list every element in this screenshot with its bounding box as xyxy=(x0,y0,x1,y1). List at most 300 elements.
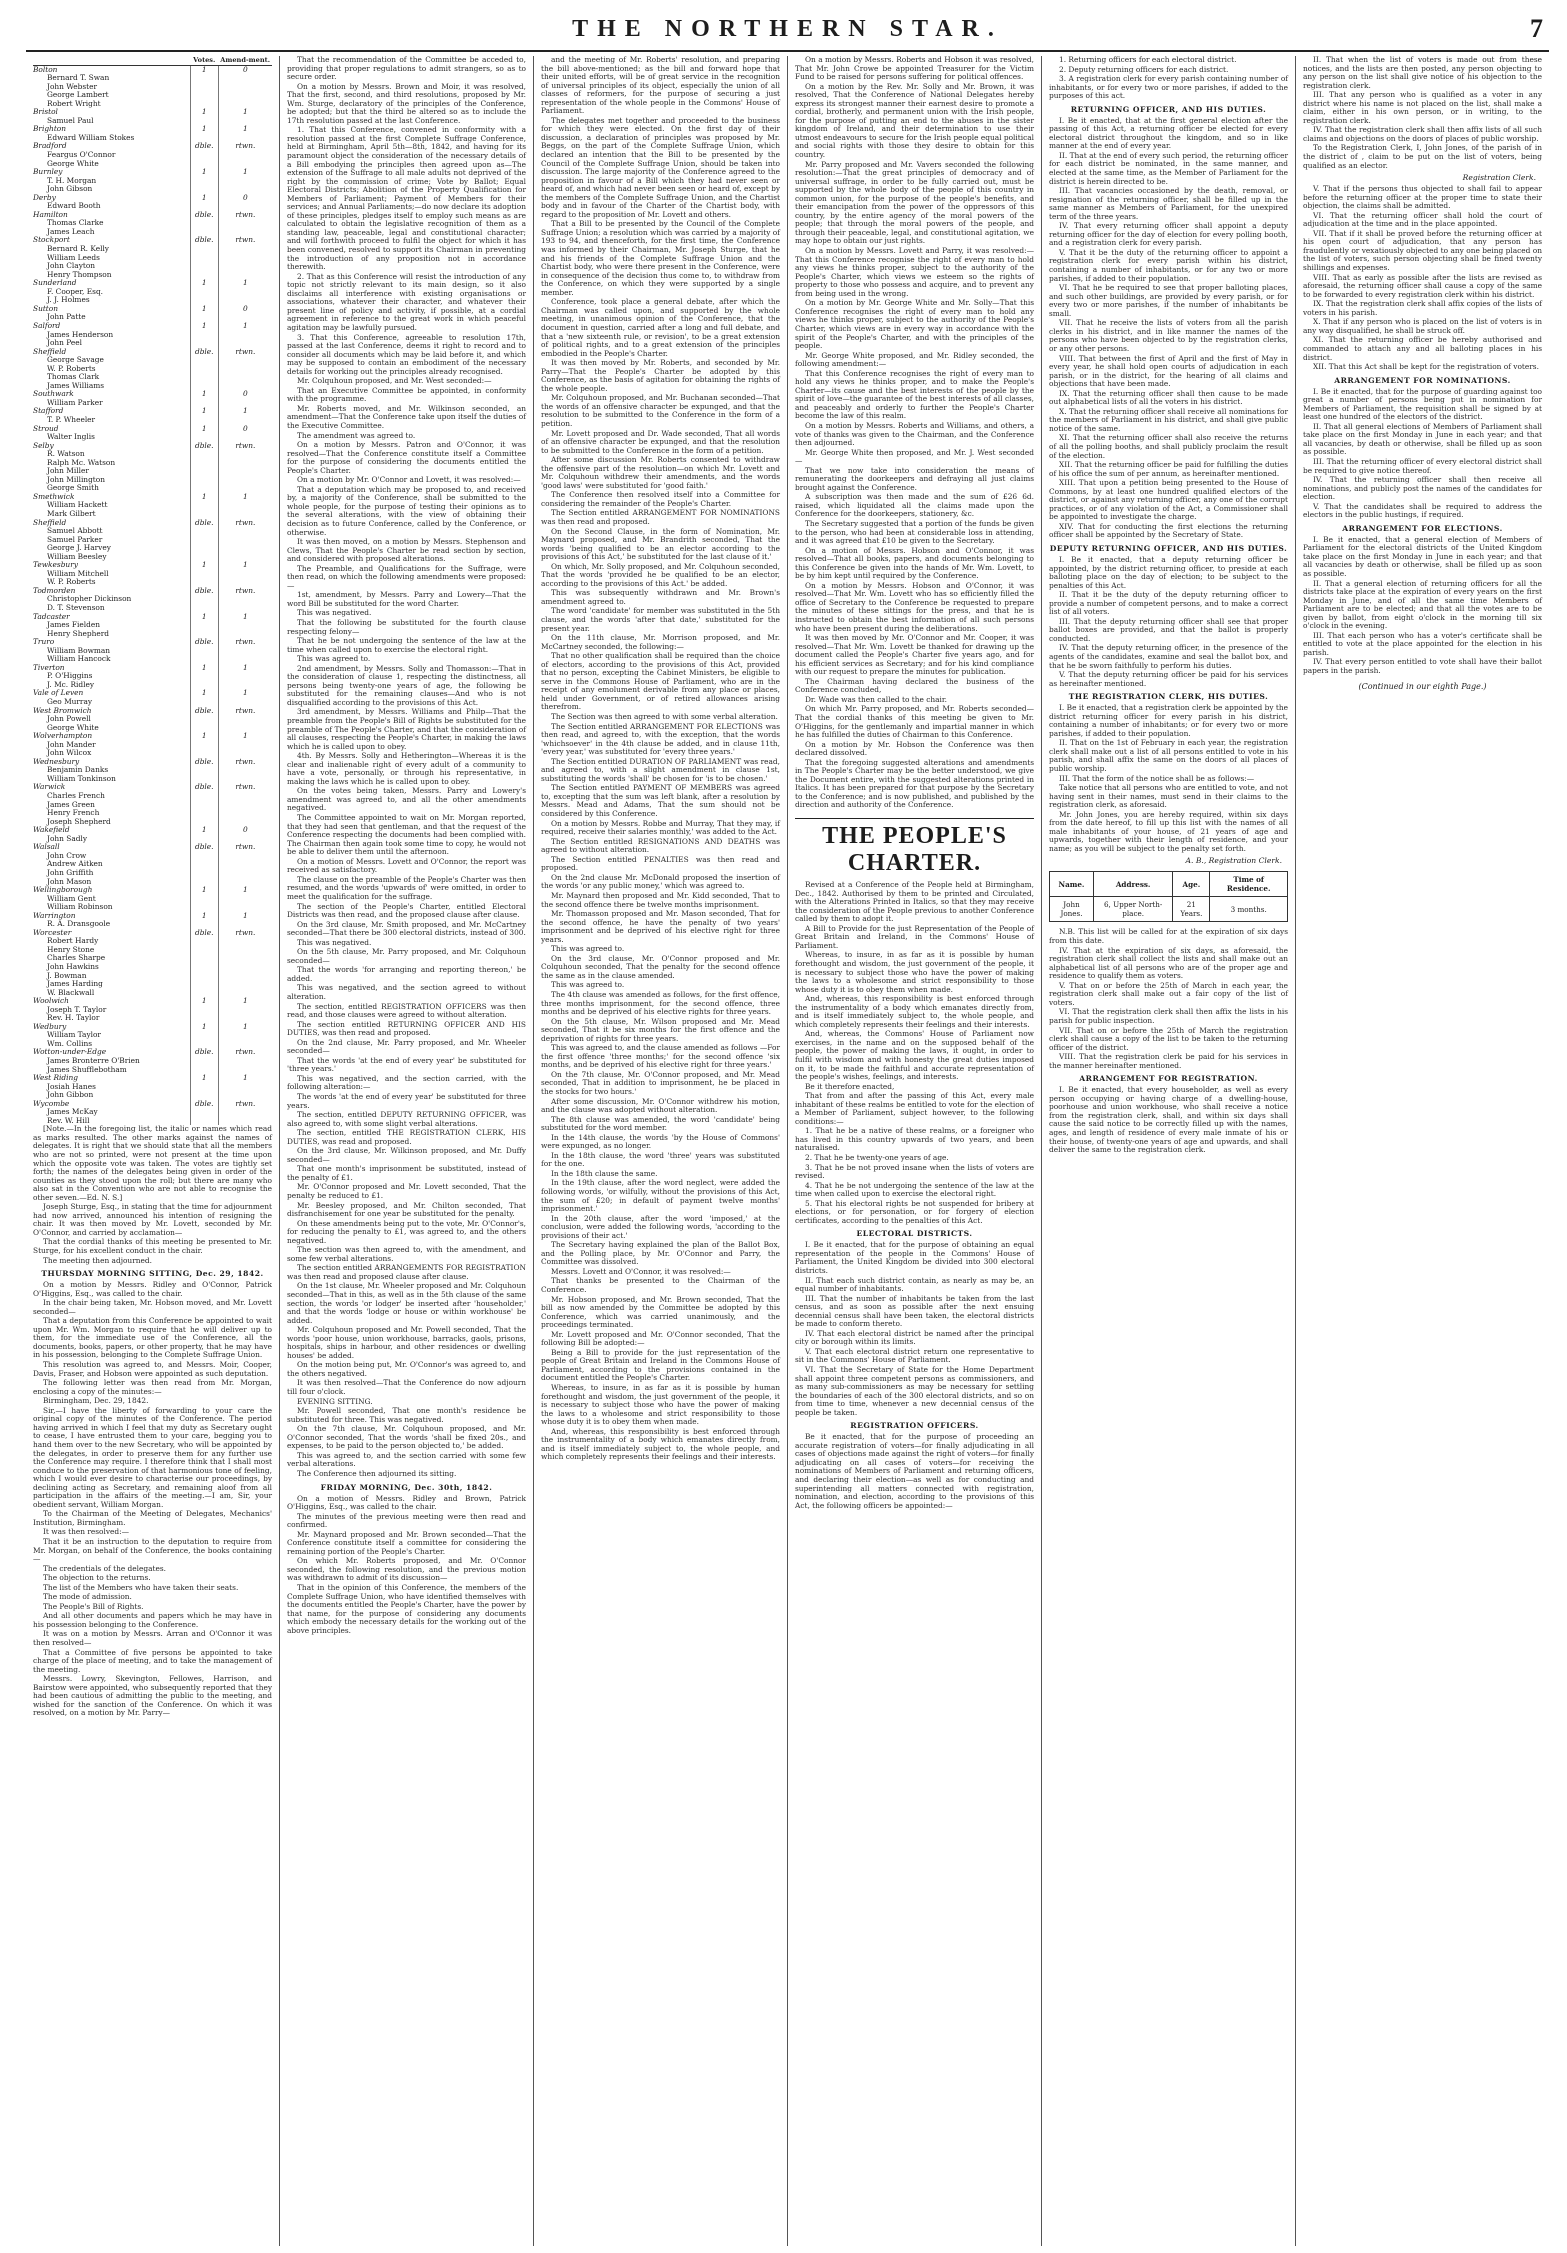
table-row xyxy=(33,843,272,852)
amendment-cell xyxy=(218,228,272,237)
amendment-cell xyxy=(218,766,272,775)
paragraph: The Section entitled PAYMENT OF MEMBERS was agreed to, excepting that the sum was left blank, after a resolution by Messrs. Mead and Adams, That the sum should not be considered by this Conference. xyxy=(541,783,783,819)
votes-cell xyxy=(190,399,218,408)
amendment-cell xyxy=(218,570,272,579)
paragraph: To the Chairman of the Meeting of Delegates, Mechanics' Institution, Birmingham. xyxy=(33,1509,275,1527)
delegate-name: John Mander xyxy=(47,740,96,749)
registration-arrangement-heading: ARRANGEMENT FOR REGISTRATION. xyxy=(1079,1074,1258,1084)
votes-cell xyxy=(190,818,218,827)
paragraph: This was agreed to, and the section carried with some few verbal alterations. xyxy=(287,1450,529,1469)
delegate-name: John Griffith xyxy=(47,868,94,877)
paragraph: This was agreed to. xyxy=(297,654,371,664)
delegate-row xyxy=(33,83,272,92)
returning-officer-heading: RETURNING OFFICER, AND HIS DUTIES. xyxy=(1070,104,1267,114)
votes-cell: dble. xyxy=(190,236,218,245)
town-name: Tewkesbury xyxy=(33,561,78,570)
amendment-cell xyxy=(218,980,272,989)
table-header-cell xyxy=(33,56,190,65)
delegate-row xyxy=(33,972,272,981)
paragraph: The section, entitled DEPUTY RETURNING OFFICER, was also agreed to, with some slight verbal alterations. xyxy=(287,1110,529,1128)
town-name: Sheffield xyxy=(33,347,67,356)
paragraph: That in the opinion of this Conference, the members of the Complete Suffrage Union, who have identified themselves with the documents entitled the People's Charter, have the power by that name, for the purpose of considering any documents which embody the necessary details for the working out of the above principles. xyxy=(287,1582,529,1635)
paragraph: 1. That this Conference, convened in conformity with a resolution passed at the first Complete Suffrage Conference, held at Birmingham, April 5th—8th, 1842, and having for its paramount object the consideration of the necessary details of a Bill embodying the principles then agreed upon as—The extension of the Suffrage to all male adults not deprived of the right by the commission of crime; Vote by Ballot; Equal Electoral Districts; Abolition of the Property Qualification for Members of Parliament; Payment of Members for their services; and Annual Parliaments;—do now declare its adoption of these principles, pledges itself to employ such means as are calculated to obtain the legislative recognition of them as a standing law, peaceable, legal and constitutional character; and will forthwith proceed to fulfil the object for which it has been convened, resolved to support its Chairman in preventing the introduction of any proposition not in accordance therewith. xyxy=(287,125,529,272)
paragraph: IX. That the registration clerk shall affix copies of the lists of voters in his parish. xyxy=(1303,299,1545,317)
delegate-row xyxy=(33,399,272,408)
votes-cell: dble. xyxy=(190,783,218,792)
paragraph: X. That if any person who is placed on the list of voters is in any way disqualified, he shall be struck off. xyxy=(1303,317,1545,335)
delegate-row xyxy=(33,117,272,126)
table-row xyxy=(33,826,272,835)
paragraph: On the 5th clause, Mr. Wilson proposed and Mr. Mead seconded, That it be six months for the first offence and the deprivation of rights for three years. xyxy=(541,1016,783,1043)
paragraph: The section of the People's Charter, entitled Electoral Districts was then read, and the proposed clause after clause. xyxy=(287,901,529,920)
paragraph: Take notice that all persons who are entitled to vote, and not having sent in their names, must send in their claims to the registration clerk, as aforesaid. xyxy=(1049,783,1291,810)
paragraph: On these amendments being put to the vote, Mr. O'Connor's, for reducing the penalty to £1, was agreed to, and the others negatived. xyxy=(287,1218,529,1245)
peoples-charter-heading: THE PEOPLE'S CHARTER. xyxy=(795,818,1034,877)
votes-cell xyxy=(190,1031,218,1040)
votes-cell: 1 xyxy=(190,826,218,835)
votes-cell xyxy=(190,510,218,519)
paragraph: In the 20th clause, after the word 'imposed,' at the conclusion, were added the following words, 'according to the provisions of their act.' xyxy=(541,1213,783,1240)
votes-cell xyxy=(190,578,218,587)
votes-cell xyxy=(190,715,218,724)
registration-clerk-text-continued xyxy=(1049,927,1291,1070)
table-row xyxy=(33,638,272,647)
paragraph: The list of the Members who have taken their seats. xyxy=(43,1582,239,1592)
delegate-name: Bernard T. Swan xyxy=(47,74,110,83)
paragraph: 2nd amendment, by Messrs. Solly and Thomasson:—That in the consideration of clause 1, respecting the distinctness, all persons being twenty-one years of age, the following be substituted for the remaining clauses—And who is not disqualified according to the provisions of this Act. xyxy=(287,663,529,707)
deputy-returning-officer-text xyxy=(1049,554,1291,688)
conference-proceedings-text xyxy=(287,56,529,1479)
delegate-name: T. P. Wheeler xyxy=(47,415,96,424)
paragraph: III. That any person who is qualified as a voter in any district where his name is not placed on the list, shall make a claim, either in his own person, or in writing, to the registration clerk. xyxy=(1303,90,1545,125)
town-name: Vale of Leven xyxy=(33,689,84,698)
amendment-cell xyxy=(218,1083,272,1092)
paragraph: And all other documents and papers which he may have in his possession belonging to the Conference. xyxy=(33,1611,275,1629)
votes-cell xyxy=(190,484,218,493)
registration-clerk-signature: A. B., Registration Clerk. xyxy=(1185,856,1282,866)
paragraph: V. That the deputy returning officer be paid for his services as hereinafter mentioned. xyxy=(1049,670,1291,688)
amendment-cell xyxy=(218,989,272,998)
votes-cell: dble. xyxy=(190,758,218,767)
votes-cell xyxy=(190,766,218,775)
amendment-cell xyxy=(218,331,272,340)
votes-cell xyxy=(190,296,218,305)
table-row xyxy=(33,425,272,434)
votes-cell xyxy=(190,869,218,878)
amendment-cell: 1 xyxy=(218,1023,272,1032)
paragraph: To the Registration Clerk, I, John Jones, of the parish of in the district of , claim to be put on the list of voters, being qualified as an elector. xyxy=(1303,143,1545,170)
paragraph: The 8th clause was amended, the word 'candidate' being substituted for the word member. xyxy=(541,1114,783,1133)
column-5 xyxy=(1042,56,1296,2246)
delegate-row xyxy=(33,476,272,485)
amendment-cell: 0 xyxy=(218,390,272,399)
amendment-cell xyxy=(218,792,272,801)
registration-officers-text xyxy=(795,1432,1037,1510)
table-row xyxy=(33,912,272,921)
amendment-cell xyxy=(218,365,272,374)
votes-cell xyxy=(190,681,218,690)
paragraph: That no other qualification shall be required than the choice of electors, according to the provisions of this Act, provided that no person, excepting the Cabinet Ministers, be eligible to serve in the Commons House of Parliament, who are in the receipt of any emolument derivable from any place or places, held under Government, or of retired allowances arising therefrom. xyxy=(541,651,783,712)
votes-cell: 1 xyxy=(190,65,218,74)
paragraph: 2. Deputy returning officers for each district. xyxy=(1059,64,1229,74)
paragraph: On the 7th clause, Mr. O'Connor proposed, and Mr. Mead seconded, That in addition to imprisonment, he be placed in the stocks for two hours.' xyxy=(541,1069,783,1096)
delegate-name: William Hackett xyxy=(47,501,108,510)
delegate-name: Geo Murray xyxy=(47,698,93,707)
votes-cell: 1 xyxy=(190,125,218,134)
paragraph: Mr. Roberts moved, and Mr. Wilkinson seconded, an amendment—That the Conference take upon itself the duties of the Executive Committee. xyxy=(287,403,529,430)
delegate-name: James Williams xyxy=(47,381,105,390)
town-name: West Bromwich xyxy=(33,706,92,715)
friday-sitting-heading: FRIDAY MORNING, Dec. 30th, 1842. xyxy=(320,1482,493,1492)
delegate-name: William Beesley xyxy=(47,552,107,561)
paragraph: The section, entitled THE REGISTRATION CLERK, HIS DUTIES, was read and proposed. xyxy=(287,1128,529,1146)
paragraph: XI. That the returning officer shall also receive the returns of all the polling booths, and shall publicly proclaim the result of the election. xyxy=(1049,433,1291,460)
votes-cell xyxy=(190,527,218,536)
delegate-name: Thomas Clark xyxy=(47,373,100,382)
table-header-cell: Amend-ment. xyxy=(220,56,270,64)
amendment-cell: rtwn. xyxy=(218,348,272,357)
delegate-row xyxy=(33,450,272,459)
amendment-cell xyxy=(218,245,272,254)
votes-cell xyxy=(190,801,218,810)
delegate-name: James Henderson xyxy=(47,330,114,339)
paragraph: The mode of admission. xyxy=(43,1592,132,1602)
amendment-cell xyxy=(218,775,272,784)
delegate-row xyxy=(33,570,272,579)
paragraph: Revised at a Conference of the People held at Birmingham, Dec., 1842. Authorised by them to be printed and Circulated, with the Alterations Printed in Italics, so that they may receive the consideration of the People previous to another Conference called by them to adopt it. xyxy=(795,880,1037,924)
votes-cell xyxy=(190,963,218,972)
amendment-cell xyxy=(218,655,272,664)
registration-officers-heading: REGISTRATION OFFICERS. xyxy=(850,1421,979,1431)
delegate-row xyxy=(33,630,272,639)
delegate-name: William Taylor xyxy=(47,1031,101,1040)
paragraph: On a motion by Mr. O'Connor and Lovett, it was resolved:— xyxy=(297,475,521,485)
column-1 xyxy=(26,56,280,2246)
paragraph: On which Mr. Parry proposed, and Mr. Roberts seconded—That the cordial thanks of this meeting be given to Mr. O'Higgins, for the gentlemanly and impartial manner in which he has fulfilled the duties of Chairman to this Conference. xyxy=(795,704,1037,740)
votes-cell xyxy=(190,476,218,485)
amendment-cell xyxy=(218,527,272,536)
table-row xyxy=(33,707,272,716)
votes-cell xyxy=(190,835,218,844)
paragraph: On a motion of Messrs. Hobson and O'Connor, it was resolved—That all books, papers, and documents belonging to this Conference be given into the hands of Mr. Wm. Lovett, to be by him kept until required by the Conference. xyxy=(795,545,1037,581)
paragraph: That from and after the passing of this Act, every male inhabitant of these realms be entitled to vote for the election of a Member of Parliament, subject however, to the following conditions:— xyxy=(795,1091,1037,1126)
delegate-name: James Harding xyxy=(47,980,103,989)
delegate-row xyxy=(33,501,272,510)
paragraph: That we now take into consideration the means of remunerating the doorkeepers and defraying all just claims brought against the Conference. xyxy=(795,465,1037,492)
paragraph: VII. That he receive the lists of voters from all the parish clerks in his district, and in like manner the names of the persons who have been objected to by the registration clerks, or any other persons. xyxy=(1049,318,1291,353)
delegate-name: John Powell xyxy=(47,715,91,724)
paragraph: I. Be it enacted, that at the first general election after the passing of this Act, a returning officer be elected for every electoral district throughout the kingdom, and so in like manner at the end of every year. xyxy=(1049,115,1291,151)
town-name: West Riding xyxy=(33,1074,78,1083)
delegate-name: F. Cooper, Esq. xyxy=(47,287,104,296)
amendment-cell xyxy=(218,553,272,562)
amendment-cell xyxy=(218,501,272,510)
delegate-name: Edward William Stokes xyxy=(47,133,135,142)
amendment-cell xyxy=(218,433,272,442)
paragraph: This was agreed to, and the clause amended as follows —For the first offence 'three months;' for the second offence 'six months, and be deprived of his elective right for three years.' xyxy=(541,1043,783,1070)
paragraph: The meeting then adjourned. xyxy=(43,1255,152,1265)
paragraph: Being a Bill to provide for the just representation of the people of Great Britain and Ireland in the Commons House of Parliament, according to the provisions contained in the document entitled the People's Charter. xyxy=(541,1347,783,1383)
delegate-row xyxy=(33,749,272,758)
amendment-cell xyxy=(218,459,272,468)
votes-cell: dble. xyxy=(190,442,218,451)
thursday-sitting-heading: THURSDAY MORNING SITTING, Dec. 29, 1842. xyxy=(41,1269,264,1279)
delegate-row xyxy=(33,510,272,519)
votes-cell: 1 xyxy=(190,493,218,502)
delegate-row xyxy=(33,365,272,374)
town-name: Stockport xyxy=(33,236,70,245)
paragraph: It was then resolved—That the Conference do now adjourn till four o'clock. xyxy=(287,1378,529,1397)
amendment-cell xyxy=(218,151,272,160)
paragraph: II. That it be the duty of the deputy returning officer to provide a number of competent persons, and to make a correct list of all voters. xyxy=(1049,590,1291,617)
amendment-cell xyxy=(218,595,272,604)
form-header-name: Name. xyxy=(1050,872,1094,897)
delegate-name: William Gent xyxy=(47,894,96,903)
town-name: Woolwich xyxy=(33,997,69,1006)
paragraph: Conference, took place a general debate, after which the Chairman was called upon, and supported by the whole meeting, in unanimous opinion of the Conference, that the document in question, carried after a long and full debate, and that a 'new sixteenth rule, or revision', to be a great extension of political rights, and to a great extension of the principles embodied in the People's Charter. xyxy=(541,297,783,358)
town-name: Tadcaster xyxy=(33,612,70,621)
votes-cell xyxy=(190,117,218,126)
amendment-cell xyxy=(218,920,272,929)
votes-cell: dble. xyxy=(190,929,218,938)
paragraph: The Committee appointed to wait on Mr. Morgan reported, that they had seen that gentleman, and that the request of the Conference respecting the documents had been complied with. The Chairman then again took some time to copy, he would not be able to deliver them until the afternoon. xyxy=(287,813,529,857)
paragraph: VII. That on or before the 25th of March the registration clerk shall cause a copy of the list to be taken to the returning officer of the district. xyxy=(1049,1025,1291,1052)
form-cell-residence: 3 months. xyxy=(1210,897,1288,922)
votes-cell xyxy=(190,1091,218,1100)
votes-cell xyxy=(190,553,218,562)
form-header-age: Age. xyxy=(1173,872,1210,897)
delegate-name: Joseph Shepherd xyxy=(47,817,111,826)
amendment-cell: 0 xyxy=(218,65,272,74)
delegate-row xyxy=(33,1014,272,1023)
amendment-cell: 1 xyxy=(218,108,272,117)
delegate-row xyxy=(33,544,272,553)
town-name: Wedbury xyxy=(33,1022,67,1031)
votes-cell: dble. xyxy=(190,638,218,647)
delegate-name: William Robinson xyxy=(47,903,113,912)
address-text xyxy=(541,56,783,358)
amendment-cell xyxy=(218,484,272,493)
paragraph: IV. That each electoral district be named after the principal city or borough within its limits. xyxy=(795,1328,1037,1347)
delegate-name: John Sadly xyxy=(47,834,88,843)
votes-cell xyxy=(190,450,218,459)
paragraph: The Secretary suggested that a portion of the funds be given to the person, who had been at considerable loss in attending, and it was agreed that £10 be given to the Secretary. xyxy=(795,518,1037,546)
amendment-cell xyxy=(218,972,272,981)
town-name: Worcester xyxy=(33,928,72,937)
votes-cell xyxy=(190,365,218,374)
delegate-row xyxy=(33,963,272,972)
paragraph: On the 2nd clause, Mr. Parry proposed, and Mr. Wheeler seconded— xyxy=(287,1037,529,1056)
town-name: Bristol xyxy=(33,108,58,117)
table-row xyxy=(33,236,272,245)
amendment-cell: 1 xyxy=(218,997,272,1006)
delegate-row xyxy=(33,339,272,348)
delegate-name: John Gibson xyxy=(47,185,93,194)
votes-cell: 1 xyxy=(190,305,218,314)
amendment-cell: rtwn. xyxy=(218,1048,272,1057)
delegate-row xyxy=(33,202,272,211)
votes-cell xyxy=(190,1006,218,1015)
delegate-name: Henry Thompson xyxy=(47,270,112,279)
paragraph: Mr. Parry proposed and Mr. Vavers seconded the following resolution:—That the great principles of democracy and of universal suffrage, in order to be fully carried out, must be supported by the whole body of the people of this country in common union, for the purpose of the people's benefits, and their emancipation from the power of the oppressors of this country, by the entire agency of the moral powers of the people; that through the moral powers of the people, and through their peaceable, legal, and constitutional agitation, we may hope to obtain our just rights. xyxy=(795,159,1037,246)
delegate-name: Ralph Mc. Watson xyxy=(47,458,116,467)
delegate-row xyxy=(33,878,272,887)
registration-clerk-heading: THE REGISTRATION CLERK, HIS DUTIES. xyxy=(1068,692,1269,702)
thursday-sitting-text xyxy=(33,1280,275,1718)
paragraph: The Conference then resolved itself into a Committee for considering the remainder of the People's Charter. xyxy=(541,490,783,508)
amendment-cell xyxy=(218,1091,272,1100)
amendment-cell: 0 xyxy=(218,826,272,835)
delegate-row xyxy=(33,433,272,442)
delegate-row xyxy=(33,160,272,169)
votes-cell xyxy=(190,331,218,340)
paragraph: It was then moved by Mr. O'Connor and Mr. Cooper, it was resolved—That Mr. Wm. Lovett be thanked for drawing up the document called the People's Charter five years ago, and for his efficient services as Secretary; and for his kind compliance with our request to prepare the minutes for publication. xyxy=(795,633,1037,677)
delegate-row xyxy=(33,920,272,929)
amendment-cell xyxy=(218,741,272,750)
paragraph: On a motion by Mr. Hobson the Conference was then declared dissolved. xyxy=(795,739,1037,758)
amendment-cell xyxy=(218,1014,272,1023)
paragraph: On the votes being taken, Messrs. Parry and Lowery's amendment was agreed to, and all the other amendments negatived. xyxy=(287,786,529,813)
paragraph: III. That the number of inhabitants be taken from the last census, and as soon as possible after the next ensuing decennial census shall have been taken, the electoral districts be made to conform thereto. xyxy=(795,1293,1037,1329)
amendment-cell xyxy=(218,878,272,887)
delegate-name: James Bronterre O'Brien xyxy=(47,1056,140,1065)
delegate-name: Henry French xyxy=(47,809,100,818)
paragraph: The Section entitled ARRANGEMENT FOR NOMINATIONS was then read and proposed. xyxy=(541,508,783,526)
delegate-name: Samuel Parker xyxy=(47,535,103,544)
paragraph: On a motion of Messrs. Lovett and O'Connor, the report was received as satisfactory. xyxy=(287,856,529,875)
delegate-name: James Fielden xyxy=(47,621,100,630)
amendment-cell: rtwn. xyxy=(218,758,272,767)
paragraph: That the words 'for arranging and reporting thereon,' be added. xyxy=(287,965,529,983)
table-row xyxy=(33,305,272,314)
amendment-cell xyxy=(218,339,272,348)
amendment-cell: rtwn. xyxy=(218,929,272,938)
votes-cell xyxy=(190,134,218,143)
delegate-name: T. H. Morgan xyxy=(47,176,97,185)
delegate-row xyxy=(33,655,272,664)
table-row xyxy=(33,997,272,1006)
paragraph: 1. That he be a native of these realms, or a foreigner who has lived in this country upwards of two years, and been naturalised. xyxy=(795,1126,1037,1153)
town-name: Southwark xyxy=(33,390,74,399)
paragraph: The clause on the preamble of the People's Charter was then resumed, and the words 'upwards of' were omitted, in order to meet the qualification for the suffrage. xyxy=(287,874,529,901)
amendment-cell xyxy=(218,117,272,126)
paragraph: On a motion by Messrs. Robbe and Murray, That they may, if required, receive their salaries monthly,' was added to the Act. xyxy=(541,818,783,837)
officers-list-text xyxy=(1049,56,1291,101)
paragraph: On the 5th clause, Mr. Parry proposed, and Mr. Colquhoun seconded— xyxy=(287,947,529,965)
paragraph: The Secretary having explained the plan of the Ballot Box, and the Polling place, by Mr. O'Connor and Parry, the Committee was dissolved. xyxy=(541,1240,783,1267)
delegate-name: J. J. Holmes xyxy=(47,296,90,305)
charter-bill-text xyxy=(795,880,1037,1225)
delegate-name: John Webster xyxy=(47,82,98,91)
amendment-cell xyxy=(218,801,272,810)
paragraph: I. Be it enacted, that every householder, as well as every person occupying or having charge of a dwelling-house, poorhouse and union workhouse, who shall receive a notice from the registration clerk, shall, and within six days shall cause the said notice to be correctly filled up with the names, ages, and length of residence of every male inmate of his or their house, of twenty-one years of age and upwards, and shall deliver the same to the registration clerk. xyxy=(1049,1085,1291,1155)
delegate-name: John Mason xyxy=(47,877,92,886)
amendment-cell xyxy=(218,630,272,639)
paragraph: The Chairman having declared the business of the Conference concluded, xyxy=(795,676,1037,695)
paragraph: The Conference then adjourned its sitting. xyxy=(297,1468,457,1478)
paragraph: Mr. Maynard then proposed and Mr. Kidd seconded, That to the second offence there be twelve months imprisonment. xyxy=(541,890,783,909)
delegate-row xyxy=(33,792,272,801)
delegate-name: George Savage xyxy=(47,356,104,365)
paragraph: It was then moved by Mr. Roberts, and seconded by Mr. Parry—That the People's Charter be adopted by this Conference, as the basis of agitation for obtaining the rights of the whole people. xyxy=(541,358,783,393)
votes-cell xyxy=(190,501,218,510)
delegate-row xyxy=(33,766,272,775)
charter-preamble-text xyxy=(541,1347,783,1462)
votes-cell xyxy=(190,903,218,912)
delegate-row xyxy=(33,1040,272,1049)
amendment-cell xyxy=(218,313,272,322)
paragraph: Messrs. Lovett and O'Connor, it was resolved:— xyxy=(551,1266,731,1276)
votes-cell: 1 xyxy=(190,390,218,399)
paragraph: Be it enacted, that for the purpose of proceeding an accurate registration of voters—for finally adjudicating in all cases of objections made against the right of voters—for finally adjudicating on all cases of voters—for receiving the nominations of Members of Parliament and returning officers, and declaring their election—as well as for conducting and superintending all matters connected with registration, nomination, and election, according to the provisions of this Act, the following officers be appointed:— xyxy=(795,1432,1037,1510)
delegate-name: Walter Inglis xyxy=(47,433,95,442)
paragraph: The amendment was agreed to. xyxy=(297,430,416,440)
votes-cell xyxy=(190,288,218,297)
continued-note: (Continued in our eighth Page.) xyxy=(1358,681,1487,691)
town-name: Hamilton xyxy=(33,210,68,219)
newspaper-title: THE NORTHERN STAR. xyxy=(572,16,1003,42)
paragraph: The words 'at the end of every year' be substituted for three years. xyxy=(287,1091,529,1110)
paragraph: That an Executive Committee be appointed, in conformity with the programme. xyxy=(287,385,529,404)
delegate-row xyxy=(33,254,272,263)
paragraph: II. That on the 1st of February in each year, the registration clerk shall make out a list of all persons entitled to vote in his parish, and shall affix the same on the doors of all places of public worship. xyxy=(1049,738,1291,774)
amendment-cell: 1 xyxy=(218,613,272,622)
paragraph: III. That the returning officer of every electoral district shall be required to give notice thereof. xyxy=(1303,456,1545,475)
amendment-cell xyxy=(218,185,272,194)
paragraph: I. Be it enacted, that a deputy returning officer be appointed, by the district returning officer, to preside at each balloting place on the day of election; to be subject to the penalties of this Act. xyxy=(1049,554,1291,590)
delegate-name: Rev. H. Taylor xyxy=(47,1014,100,1023)
amendment-cell: rtwn. xyxy=(218,843,272,852)
paragraph: 5. That his electoral rights be not suspended for bribery at elections, or for personation, or for forgery of election certificates, according to the penalties of this Act. xyxy=(795,1198,1037,1225)
column-4 xyxy=(788,56,1042,2246)
delegate-name: P. O'Higgins xyxy=(47,672,93,681)
paragraph: The section, entitled REGISTRATION OFFICERS was then read, and those clauses were agreed to without alteration. xyxy=(287,1001,529,1020)
paragraph: That the words 'at the end of every year' be substituted for 'three years.' xyxy=(287,1055,529,1074)
paragraph: XIV. That for conducting the first elections the returning officer shall be appointed by the Secretary of State. xyxy=(1049,521,1291,540)
paragraph: VI. That the returning officer shall hold the court of adjudication at the time and in the place appointed. xyxy=(1303,210,1545,229)
paragraph: On the 2nd clause Mr. McDonald proposed the insertion of the words 'or any public money,' which was agreed to. xyxy=(541,872,783,891)
votes-cell xyxy=(190,852,218,861)
delegate-name: Robert Wright xyxy=(47,99,101,108)
paragraph: V. That it be the duty of the returning officer to appoint a registration clerk for every parish within his district, containing a number of inhabitants, or for any two or more parishes, if added to their population. xyxy=(1049,247,1291,283)
paragraph: The section entitled ARRANGEMENTS FOR REGISTRATION was then read and proposed clause after clause. xyxy=(287,1263,529,1281)
amendment-cell xyxy=(218,937,272,946)
paragraph: On which Mr. Roberts proposed, and Mr. O'Connor seconded, the following resolution, and the previous motion was withdrawn to admit of its discussion— xyxy=(287,1556,529,1583)
votes-cell xyxy=(190,433,218,442)
amendment-cell xyxy=(218,382,272,391)
delegate-row xyxy=(33,74,272,83)
delegate-name: Wm. Collins xyxy=(47,1039,93,1048)
paragraph: V. That if the persons thus objected to shall fail to appear before the returning officer at the proper time to state their objection, the claims shall be admitted. xyxy=(1303,184,1545,211)
paragraph: Whereas, to insure, in as far as it is possible by human forethought and wisdom, the just government of the people, it is necessary to subject those who have the power of making the laws to a wholesome and strict responsibility to those whose duty it is to obey them when made. xyxy=(541,1383,783,1427)
paragraph: Birmingham, Dec. 29, 1842. xyxy=(43,1396,149,1406)
paragraph: Mr. Colquhoun proposed, and Mr. Buchanan seconded—That the words of an offensive character be expunged, and that the resolution to be submitted to the Conference in the form of a petition. xyxy=(541,393,783,428)
paragraph: The objection to the returns. xyxy=(43,1573,151,1583)
paragraph: Mr. Colquhoun proposed and Mr. Powell seconded, That the words 'poor house, union workhouse, barracks, gaols, prisons, hospitals, ships in harbour, and other residences or dwelling houses' be added. xyxy=(287,1325,529,1360)
adjudication-text xyxy=(1303,184,1545,372)
votes-cell xyxy=(190,741,218,750)
delegate-name: W. Blackwall xyxy=(47,988,95,997)
delegate-name: William Mitchell xyxy=(47,569,109,578)
delegate-name: John Miller xyxy=(47,467,89,476)
votes-cell xyxy=(190,373,218,382)
paragraph: III. That each person who has a voter's certificate shall be entitled to vote at the place appointed for the election in his parish. xyxy=(1303,630,1545,657)
delegate-row xyxy=(33,228,272,237)
amendment-cell: rtwn. xyxy=(218,587,272,596)
paragraph: The Section entitled RESIGNATIONS AND DEATHS was agreed to without alteration. xyxy=(541,836,783,855)
elections-heading: ARRANGEMENT FOR ELECTIONS. xyxy=(1342,523,1503,533)
amendment-cell xyxy=(218,946,272,955)
